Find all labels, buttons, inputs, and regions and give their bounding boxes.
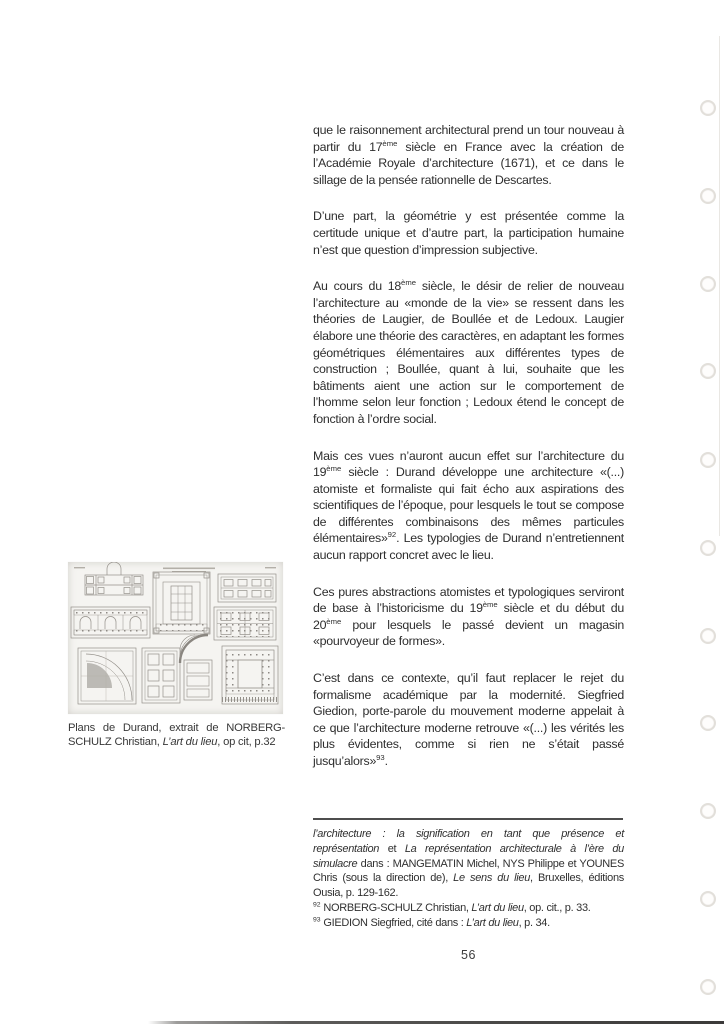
figure-caption: Plans de Durand, extrait de NORBERG-SCHULZ Christian, L’art du lieu, op cit, p.32 — [68, 722, 285, 749]
punch-hole — [700, 979, 716, 995]
footnote-separator — [313, 818, 623, 820]
durand-plans-figure — [68, 562, 283, 714]
footnotes — [313, 827, 624, 931]
page-number: 56 — [461, 948, 476, 962]
punch-hole — [700, 803, 716, 819]
paragraph: Mais ces vues n’auront aucun effet sur l’architecture du 19ème siècle : Durand développe une architecture «(...) atomiste et formaliste qui fait écho aux aspirations des scientifiques de l’époque, pour lesquels le tout se compose de différentes combinaisons des mêmes particules élémentaires»$^{92}$. Les typologies de Durand n’entretiennent aucun rapport concret avec le lieu. — [313, 448, 624, 563]
footnote: $^{93}$ GIEDION Siegfried, cité dans : L’art du lieu, p. 34. — [313, 916, 550, 929]
punch-hole — [700, 276, 716, 292]
paragraph: D’une part, la géométrie y est présentée comme la certitude unique et d’autre part, la participation humaine n’est que question d’impression subjective. — [313, 209, 624, 257]
footnote-continuation: l’architecture : la signification en tant que présence et représentation et La représentation architecturale à l’ère du simulacre dans : MANGEMATIN Michel, NYS Philippe et YOUNES Chris (sous la direction de), Le sens du lieu, Bruxelles, éditions Ousia, p. 129-162. — [313, 828, 624, 900]
punch-hole — [700, 715, 716, 731]
punch-hole — [700, 628, 716, 644]
footnote: $^{92}$ NORBERG-SCHULZ Christian, L’art du lieu, op. cit., p. 33. — [313, 901, 591, 914]
page-edge-line — [719, 36, 720, 536]
paragraph: Au cours du 18ème siècle, le désir de relier de nouveau l’architecture au «monde de la vie» se ressent dans les théories de Laugier, de Boullée et de Ledoux. Laugier élabore une théorie des caractères, en adaptant les formes géométriques élémentaires aux différentes types de construction ; Boullée, quant à lui, souhaite que les bâtiments aient une action sur le comportement de l’homme selon leur fonction ; Ledoux étend le concept de fonction à l’ordre social. — [313, 278, 624, 426]
paragraph: Ces pures abstractions atomistes et typologiques serviront de base à l’historicisme du 19ème siècle et du début du 20ème pour lesquels le passé devient un magasin «pourvoyeur de formes». — [313, 584, 624, 649]
main-text-column — [313, 122, 624, 790]
punch-hole — [700, 100, 716, 116]
paragraph: C’est dans ce contexte, qu’il faut replacer le rejet du formalisme académique par la modernité. Siegfried Giedion, porte-parole du mouvement moderne appelait à ce que l’architecture moderne retrouve «(...) les vérités les plus évidentes, comme si rien ne s’était passé jusqu’alors»$^{93}$. — [313, 671, 624, 768]
punch-hole — [700, 452, 716, 468]
punch-hole — [700, 891, 716, 907]
punch-hole — [700, 188, 716, 204]
punch-hole — [700, 363, 716, 379]
punch-hole — [700, 540, 716, 556]
paragraph: que le raisonnement architectural prend un tour nouveau à partir du 17ème siècle en France avec la création de l’Académie Royale d’architecture (1671), et ce dans le sillage de la pensée rationnelle de Descartes. — [313, 123, 624, 187]
durand-plans-image — [68, 562, 283, 714]
